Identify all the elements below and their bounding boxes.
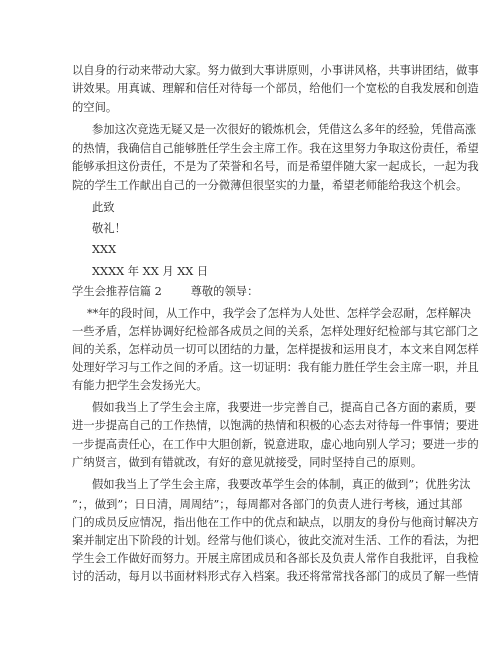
text-line: 案并制定出下阶段的计划。经常与他们谈心，彼此交流对生活、工作的看法，为把	[72, 534, 479, 547]
text-line: 门的成员反应情况，指出他在工作中的优点和缺点，以朋友的身份与他商讨解决方	[72, 516, 479, 529]
text-line: ”；，做到”；日日清，周周结”；，每周都对各部门的负责人进行考核，通过其部	[72, 498, 463, 511]
salutation: 敬礼！	[92, 222, 126, 235]
salutation: 此致	[92, 201, 115, 214]
date-line: XXXX 年 XX 月 XX 日	[92, 265, 209, 278]
text-line: 假如我当上了学生会主席，我要改革学生会的体制，真正的做到”；优胜劣汰	[92, 478, 471, 491]
text-line: 一步提高责任心，在工作中大胆创新，锐意进取，虚心地向别人学习；要进一步的	[72, 438, 479, 451]
section-heading: 学生会推荐信篇 2 尊敬的领导：	[72, 285, 259, 298]
text-line: 的热情，我确信自己能够胜任学生会主席工作。我在这里努力争取这份责任，希望	[72, 142, 479, 155]
text-line: 学生会工作做好而努力。开展主席团成员和各部长及负责人常作自我批评，自我检	[72, 552, 479, 565]
text-line: 讨的活动，每月以书面材料形式存入档案。我还将常常找各部门的成员了解一些情	[72, 570, 479, 583]
text-line: 假如我当上了学生会主席，我要进一步完善自己，提高自己各方面的素质，要	[92, 401, 477, 414]
text-line: 的空间。	[72, 101, 118, 114]
text-line: 一些矛盾，怎样协调好纪检部各成员之间的关系，怎样处理好纪检部与其它部门之	[72, 325, 479, 338]
text-line: 间的关系，怎样动员一切可以团结的力量，怎样提拔和运用良才，本文来自网怎样	[72, 343, 479, 356]
signature: XXX	[92, 243, 117, 256]
text-line: 讲效果。用真诚、理解和信任对待每一个部员，给他们一个宽松的自我发展和创造	[72, 82, 479, 95]
text-line: 院的学生工作献出自己的一分微薄但很坚实的力量，希望老师能给我这个机会。	[72, 179, 468, 192]
text-line: 广纳贤言，做到有错就改，有好的意见就接受，同时坚持自己的原则。	[72, 456, 423, 469]
text-line: 以自身的行动来带动大家。努力做到大事讲原则，小事讲风格，共事讲团结，做事	[72, 64, 479, 77]
text-line: 有能力把学生会发扬光大。	[72, 379, 208, 392]
text-line: 处理好学习与工作之间的矛盾。这一切证明：我有能力胜任学生会主席一职，并且	[72, 361, 479, 374]
text-line: 能够承担这份责任，不是为了荣誉和名号，而是希望伴随大家一起成长，一起为我	[72, 160, 479, 173]
text-line: 参加这次竞选无疑又是一次很好的锻炼机会，凭借这么多年的经验，凭借高涨	[92, 123, 477, 136]
text-line: 进一步提高自己的工作热情，以饱满的热情和积极的心态去对待每一件事情；要进	[72, 419, 479, 432]
text-line: **年的段时间，从工作中，我学会了怎样为人处世、怎样学会忍耐，怎样解决	[87, 307, 472, 320]
